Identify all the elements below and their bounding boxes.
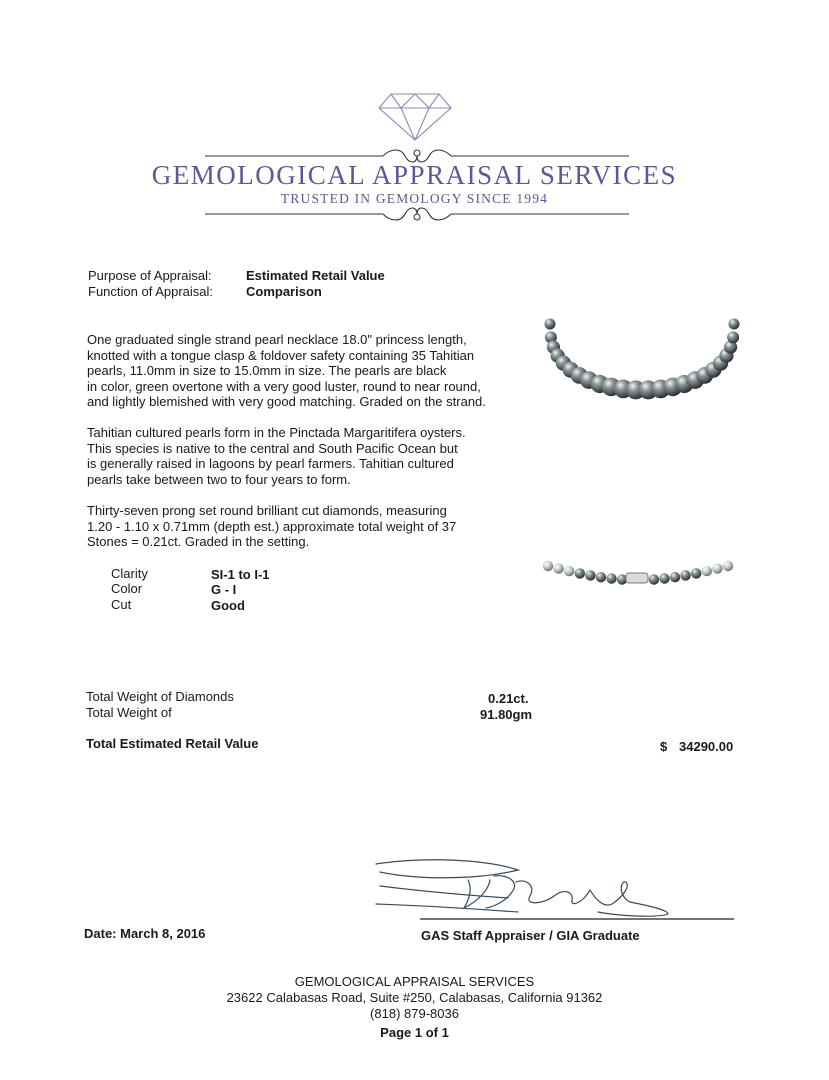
footer-address: 23622 Calabasas Road, Suite #250, Calabasas, California 91362: [226, 990, 603, 1005]
clarity-label: Clarity: [111, 566, 148, 581]
color-label: Color: [111, 581, 143, 596]
retail-value-label: Total Estimated Retail Value: [86, 736, 259, 751]
appraiser-signature: [368, 852, 738, 924]
description-line: knotted with a tongue clasp & foldover safety containing 35 Tahitian: [87, 347, 475, 363]
total-weight-value: 91.80gm: [480, 707, 533, 722]
pearl: [575, 568, 585, 578]
company-name: GEMOLOGICAL APPRAISAL SERVICES: [151, 160, 678, 190]
clarity-value: SI-1 to I-1: [211, 567, 270, 582]
description-line: is generally raised in lagoons by pearl farmers. Tahitian cultured: [87, 456, 454, 471]
diamond-weight-value: 0.21ct.: [488, 691, 529, 706]
footer-phone: (818) 879-8036: [370, 1006, 459, 1021]
description-line: This species is native to the central and South Pacific Ocean but: [87, 440, 458, 456]
cut-value: Good: [211, 598, 245, 613]
pearl: [723, 561, 733, 571]
description-line: Stones = 0.21ct. Graded in the setting.: [87, 534, 310, 549]
diamond-weight-label: Total Weight of Diamonds: [86, 689, 234, 704]
pearl: [606, 573, 616, 583]
total-weight-label: Total Weight of: [86, 705, 172, 720]
page-number: Page 1 of 1: [380, 1025, 449, 1040]
currency-symbol: $: [660, 739, 668, 754]
description-line: pearls take between two to four years to form.: [87, 471, 351, 487]
company-tagline: TRUSTED IN GEMOLOGY SINCE 1994: [280, 191, 549, 206]
function-value: Comparison: [246, 284, 322, 299]
pearl: [543, 561, 553, 571]
pearl-clasp-photo: [540, 552, 736, 596]
appraiser-title: GAS Staff Appraiser / GIA Graduate: [421, 928, 640, 943]
pearl-description: [87, 332, 517, 410]
pearl: [702, 566, 712, 576]
pearl: [680, 570, 690, 580]
purpose-label: Purpose of Appraisal:: [88, 268, 212, 283]
purpose-value: Estimated Retail Value: [246, 268, 385, 283]
pearl: [670, 572, 680, 582]
pearl: [596, 572, 606, 582]
description-line: 1.20 - 1.10 x 0.71mm (depth est.) approximate total weight of 37: [87, 518, 457, 534]
pearl-info: [87, 425, 517, 487]
description-line: in color, green overtone with a very good luster, round to near round,: [87, 378, 481, 394]
pearl: [729, 319, 740, 330]
pearl: [585, 570, 595, 580]
diamond-icon: [377, 92, 453, 142]
pearl: [564, 566, 574, 576]
pearl: [727, 331, 739, 343]
description-line: Tahitian cultured pearls form in the Pinctada Margaritifera oysters.: [87, 425, 466, 440]
function-label: Function of Appraisal:: [88, 284, 214, 299]
ornamental-divider-bottom: [205, 206, 629, 222]
appraisal-date: Date: March 8, 2016: [84, 926, 206, 941]
diamond-description: [87, 503, 517, 550]
retail-value: 34290.00: [679, 739, 734, 754]
color-value: G - I: [211, 582, 237, 597]
pearl: [691, 568, 701, 578]
pearl-necklace-photo: [538, 310, 746, 410]
pearl: [545, 319, 556, 330]
description-line: pearls, 11.0mm in size to 15.0mm in size. The pearls are black: [87, 363, 447, 378]
footer-company: GEMOLOGICAL APPRAISAL SERVICES: [294, 974, 535, 989]
pearl: [712, 563, 722, 573]
description-line: One graduated single strand pearl necklace 18.0" princess length,: [87, 332, 467, 347]
pearl: [553, 563, 563, 573]
cut-label: Cut: [111, 597, 132, 612]
description-line: and lightly blemished with very good matching. Graded on the strand.: [87, 394, 486, 409]
description-line: Thirty-seven prong set round brilliant cut diamonds, measuring: [87, 503, 447, 518]
pearl: [659, 573, 669, 583]
pearl: [649, 574, 659, 584]
clasp: [626, 573, 648, 583]
